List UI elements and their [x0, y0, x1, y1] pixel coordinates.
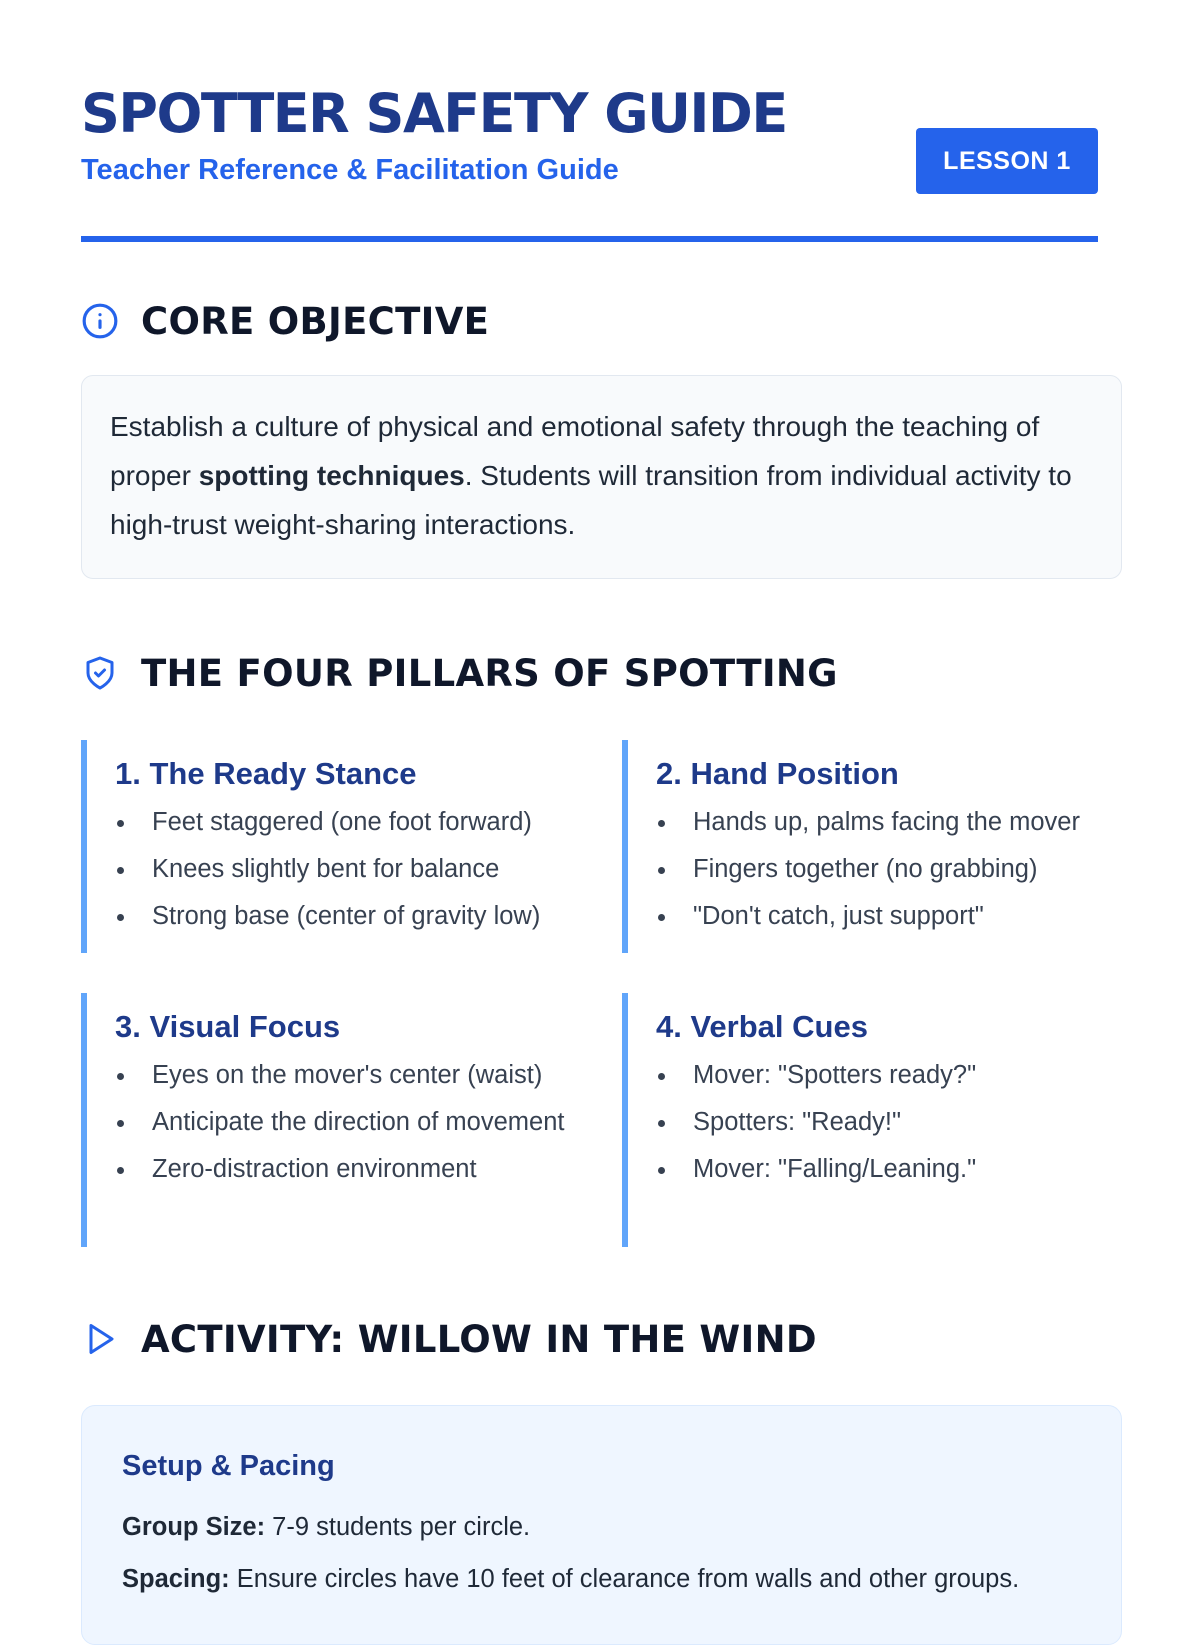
info-icon	[81, 302, 119, 340]
pillar-title: 3. Visual Focus	[115, 1009, 341, 1044]
list-item: Mover: "Spotters ready?"	[656, 1055, 1122, 1095]
play-icon	[81, 1320, 119, 1358]
spacing-line	[122, 1560, 1081, 1598]
activity-box-title: Setup & Pacing	[122, 1450, 335, 1482]
pillar-title: 4. Verbal Cues	[656, 1009, 868, 1044]
document-header	[81, 0, 1098, 242]
objective-box	[81, 375, 1122, 579]
pillar-visual-focus	[81, 993, 581, 1247]
spacing-label: Spacing:	[122, 1565, 230, 1593]
list-item: Mover: "Falling/Leaning."	[656, 1149, 1122, 1189]
activity-box	[81, 1405, 1122, 1645]
section-heading: ACTIVITY: WILLOW IN THE WIND	[141, 1317, 817, 1361]
pillar-verbal-cues	[622, 993, 1122, 1247]
shield-check-icon	[81, 654, 119, 692]
pillar-list	[656, 1055, 1122, 1189]
list-item: Anticipate the direction of movement	[115, 1102, 581, 1142]
objective-text-bold: spotting techniques	[198, 460, 465, 491]
group-size-value: 7-9 students per circle.	[265, 1513, 531, 1541]
section-activity	[81, 1314, 817, 1364]
lesson-badge: LESSON 1	[916, 128, 1098, 194]
pillar-list	[115, 802, 581, 936]
page-subtitle: Teacher Reference & Facilitation Guide	[81, 154, 619, 186]
list-item: Feet staggered (one foot forward)	[115, 802, 581, 842]
spacing-value: Ensure circles have 10 feet of clearance from walls and other groups.	[229, 1565, 1020, 1593]
pillar-title: 1. The Ready Stance	[115, 756, 417, 791]
list-item: Eyes on the mover's center (waist)	[115, 1055, 581, 1095]
pillar-ready-stance	[81, 740, 581, 953]
section-core-objective	[81, 296, 489, 346]
pillar-list	[115, 1055, 581, 1189]
list-item: Hands up, palms facing the mover	[656, 802, 1122, 842]
pillar-title: 2. Hand Position	[656, 756, 899, 791]
group-size-label: Group Size:	[122, 1513, 266, 1541]
objective-text-end: . Students will transition from individual activity to high-trust weight-sharing interactions.	[110, 460, 1072, 540]
section-heading: CORE OBJECTIVE	[141, 299, 490, 343]
list-item: "Don't catch, just support"	[656, 896, 1122, 936]
list-item: Strong base (center of gravity low)	[115, 896, 581, 936]
objective-text-start: Establish a culture of physical and emotional safety through the teaching of proper	[110, 411, 1040, 491]
pillar-list	[656, 802, 1122, 936]
page-title: SPOTTER SAFETY GUIDE	[81, 82, 787, 145]
section-heading: THE FOUR PILLARS OF SPOTTING	[141, 651, 838, 695]
list-item: Fingers together (no grabbing)	[656, 849, 1122, 889]
section-four-pillars	[81, 648, 838, 698]
list-item: Zero-distraction environment	[115, 1149, 581, 1189]
list-item: Spotters: "Ready!"	[656, 1102, 1122, 1142]
list-item: Knees slightly bent for balance	[115, 849, 581, 889]
group-size-line	[122, 1508, 1081, 1546]
pillar-hand-position	[622, 740, 1122, 953]
